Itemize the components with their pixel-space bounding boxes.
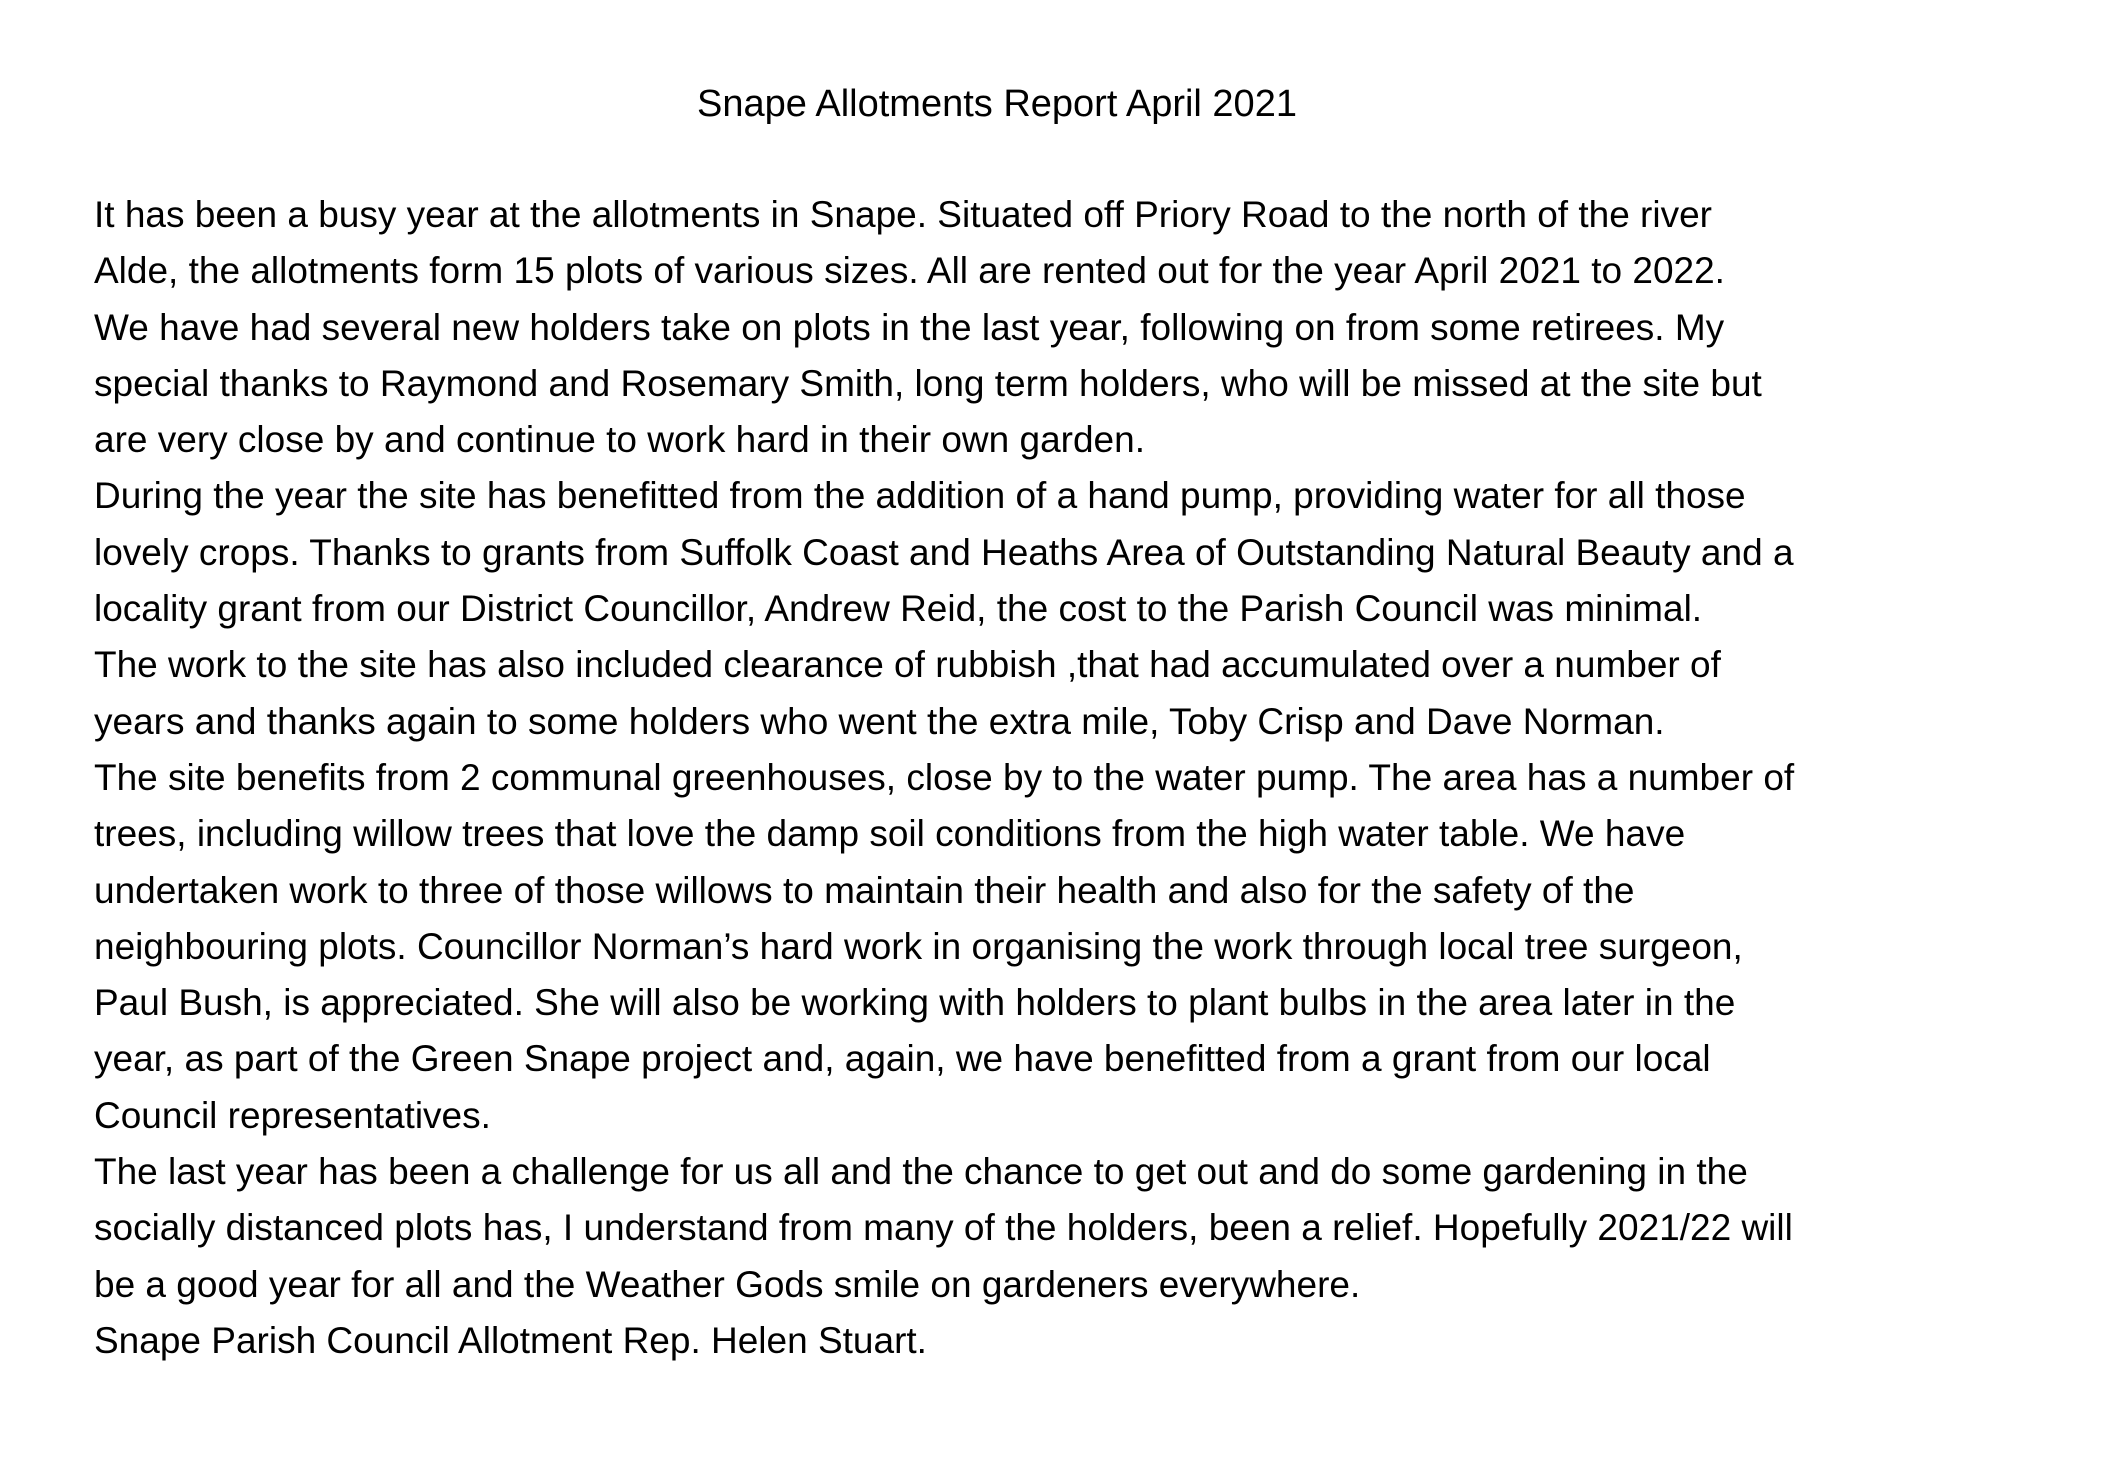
text-line: special thanks to Raymond and Rosemary Smith, long term holders, who will be missed at the site but xyxy=(94,362,1762,404)
text-line: During the year the site has benefitted from the addition of a hand pump, providing water for all those xyxy=(94,475,1746,517)
text-line: We have had several new holders take on plots in the last year, following on from some retirees. My xyxy=(94,306,1725,348)
text-line: socially distanced plots has, I understand from many of the holders, been a relief. Hopefully 2021/22 will xyxy=(94,1207,1793,1249)
text-line: It has been a busy year at the allotments in Snape. Situated off Priory Road to the north of the river xyxy=(94,194,1712,235)
text-line: locality grant from our District Councillor, Andrew Reid, the cost to the Parish Council was minimal. xyxy=(94,588,1703,630)
document-body xyxy=(94,187,2094,1369)
signature-line: Snape Parish Council Allotment Rep. Helen Stuart. xyxy=(94,1319,927,1361)
text-line: The site benefits from 2 communal greenhouses, close by to the water pump. The area has a number of xyxy=(94,756,1795,798)
text-line: year, as part of the Green Snape project and, again, we have benefitted from a grant from our local xyxy=(94,1038,1711,1080)
text-line: years and thanks again to some holders who went the extra mile, Toby Crisp and Dave Norman. xyxy=(94,700,1665,742)
text-line: are very close by and continue to work hard in their own garden. xyxy=(94,419,1145,461)
text-line: Paul Bush, is appreciated. She will also be working with holders to plant bulbs in the area later in the xyxy=(94,982,1736,1024)
text-line: Council representatives. xyxy=(94,1094,491,1136)
text-line: The last year has been a challenge for us all and the chance to get out and do some gardening in the xyxy=(94,1151,1748,1193)
text-line: be a good year for all and the Weather Gods smile on gardeners everywhere. xyxy=(94,1263,1361,1305)
document-title: Snape Allotments Report April 2021 xyxy=(697,83,1297,125)
text-line: The work to the site has also included clearance of rubbish ,that had accumulated over a number of xyxy=(94,644,1721,686)
text-line: neighbouring plots. Councillor Norman’s hard work in organising the work through local tree surgeon, xyxy=(94,925,1743,967)
text-line: Alde, the allotments form 15 plots of various sizes. All are rented out for the year April 2021 to 2022. xyxy=(94,250,1725,292)
text-line: trees, including willow trees that love the damp soil conditions from the high water table. We have xyxy=(94,813,1686,855)
text-line: lovely crops. Thanks to grants from Suffolk Coast and Heaths Area of Outstanding Natural Beauty and a xyxy=(94,531,1794,573)
text-line: undertaken work to three of those willows to maintain their health and also for the safety of the xyxy=(94,869,1635,911)
